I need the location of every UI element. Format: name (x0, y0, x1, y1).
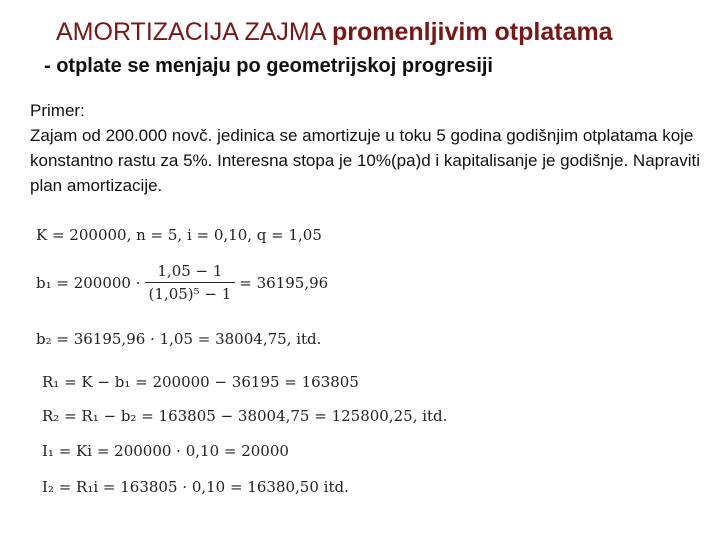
formula-b1 (36, 262, 328, 303)
subtitle: - otplate se menjaju po geometrijskoj progresiji (44, 55, 493, 77)
formula-b1-denominator: (1,05)⁵ − 1 (145, 282, 236, 303)
formula-b2: b₂ = 36195,96 · 1,05 = 38004,75, itd. (36, 330, 322, 348)
page-title (56, 18, 613, 47)
formula-b1-rhs: = 36195,96 (239, 273, 329, 292)
example-block (30, 98, 700, 198)
title-amortizacija: AMORTIZACIJA ZAJMA (56, 18, 332, 46)
formula-r1: R₁ = K − b₁ = 200000 − 36195 = 163805 (42, 373, 359, 391)
example-text: Zajam od 200.000 novč. jedinica se amortizuje u toku 5 godina godišnjim otplatama koje konstantno rastu za 5%. Interesna stopa je 10%(pa)d i kapitalisanje je godišnje. Napraviti plan amortizacije. (30, 126, 700, 195)
formula-b1-fraction (145, 262, 236, 303)
formula-b1-numerator: 1,05 − 1 (157, 262, 223, 280)
formula-params: K = 200000, n = 5, i = 0,10, q = 1,05 (36, 226, 322, 244)
example-label: Primer: (30, 101, 85, 120)
formula-i2: I₂ = R₁i = 163805 · 0,10 = 16380,50 itd. (42, 478, 349, 496)
title-promenljivim: promenljivim otplatama (331, 18, 613, 46)
formula-b1-lhs: b₁ = 200000 · (36, 273, 141, 292)
formula-i1: I₁ = Ki = 200000 · 0,10 = 20000 (42, 442, 289, 460)
formula-r2: R₂ = R₁ − b₂ = 163805 − 38004,75 = 125800,25, itd. (42, 407, 448, 425)
